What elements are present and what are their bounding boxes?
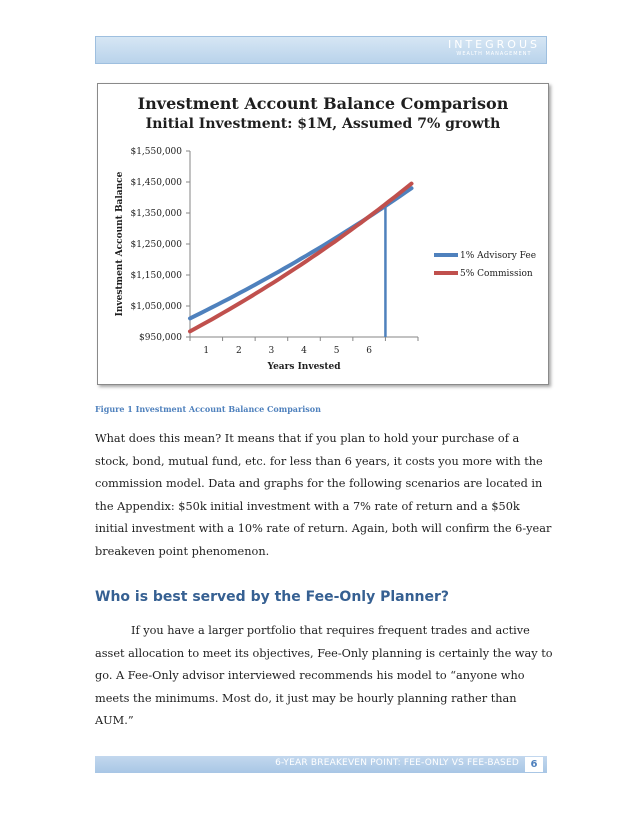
legend-label: 5% Commission	[460, 269, 533, 279]
figure-caption: Figure 1 Investment Account Balance Comparison	[95, 404, 321, 414]
logo-sub-text: WEALTH MANAGEMENT	[456, 51, 532, 57]
x-tick-label: 3	[268, 346, 275, 356]
paragraph-breakeven: What does this mean? It means that if you plan to hold your purchase of a stock, bond, mutual fund, etc. for less than 6 years, it costs you more with the commission model. Data and graphs for the following scenarios are located in the Appendix: $50k initial investment with a 7% rate of return and a $50k initial investment with a 10% rate of return. Again, both will confirm the 6-year breakeven point phenomenon.	[95, 432, 552, 558]
section-heading: Who is best served by the Fee-Only Planner?	[95, 589, 450, 605]
footer-title: 6-YEAR BREAKEVEN POINT: FEE-ONLY VS FEE-BASED	[275, 758, 519, 768]
chart-title: Investment Account Balance Comparison	[137, 94, 509, 113]
y-tick-label: $1,550,000	[130, 147, 182, 157]
y-tick-label: $1,250,000	[130, 240, 182, 250]
paragraph-fee-only: If you have a larger portfolio that requires frequent trades and active asset allocation to meet its objectives, Fee-Only planning is certainly the way to go. A Fee-Only advisor interviewed recommends his model to “anyone who meets the minimums. Most do, it just may be hourly planning rather than AUM.”	[95, 624, 553, 727]
y-axis-title: Investment Account Balance	[115, 171, 125, 317]
chart-subtitle: Initial Investment: $1M, Assumed 7% growth	[145, 116, 501, 132]
x-tick-label: 2	[235, 346, 242, 356]
y-tick-label: $1,350,000	[130, 209, 182, 219]
footer-band	[95, 756, 547, 773]
y-tick-label: $1,150,000	[130, 271, 182, 281]
y-tick-label: $1,450,000	[130, 178, 182, 188]
integrous-logo	[448, 38, 540, 58]
page-number: 6	[525, 757, 543, 772]
x-tick-label: 5	[333, 346, 340, 356]
x-tick-label: 4	[301, 346, 307, 356]
logo-main-text: INTEGROUS	[447, 38, 540, 51]
chart-frame	[97, 83, 549, 385]
header-band	[95, 36, 547, 64]
x-tick-label: 1	[203, 346, 210, 356]
investment-chart	[98, 84, 548, 384]
x-axis-title: Years Invested	[267, 362, 341, 372]
y-tick-label: $1,050,000	[130, 302, 182, 312]
y-tick-label: $950,000	[139, 333, 182, 343]
x-tick-label: 6	[366, 346, 373, 356]
legend-label: 1% Advisory Fee	[460, 251, 537, 261]
